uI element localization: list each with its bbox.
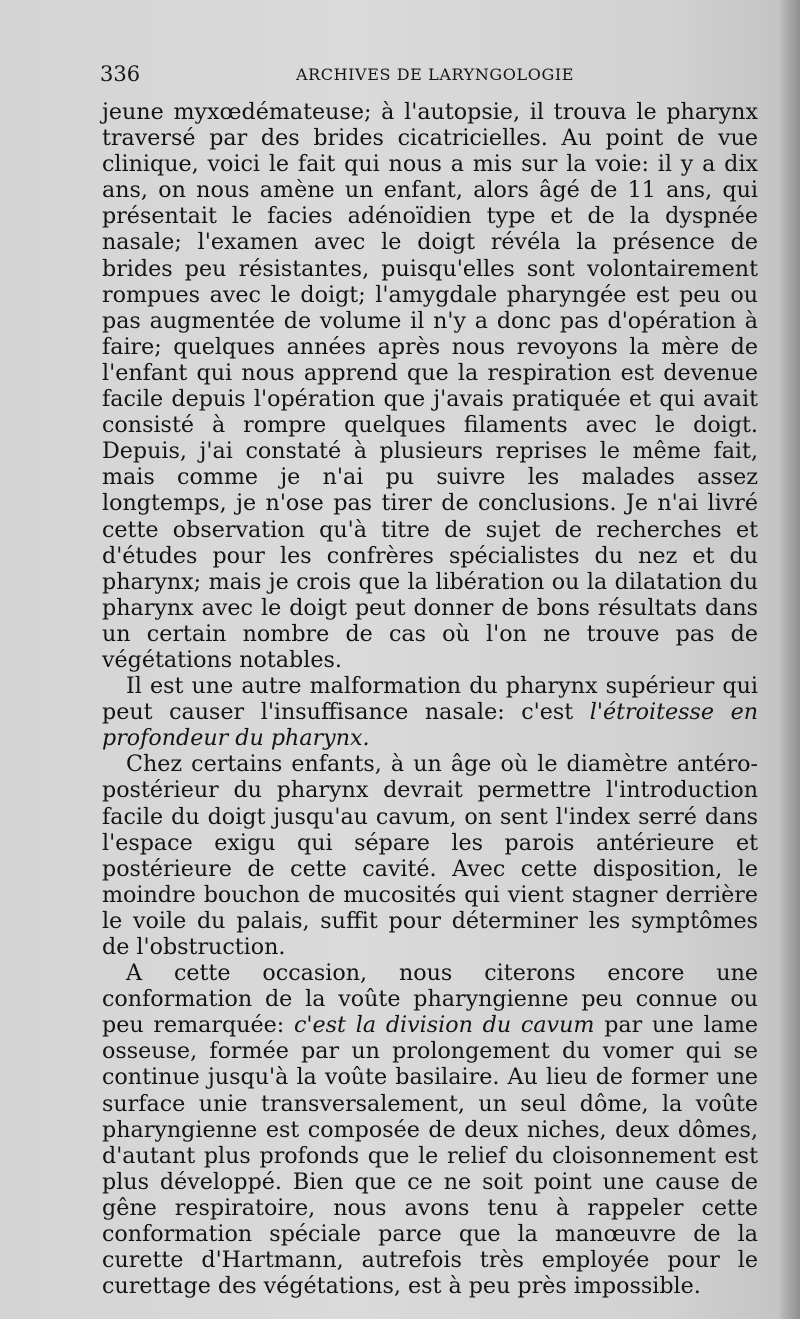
page-number: 336 [100, 62, 141, 86]
paragraph-4: A cette occasion, nous citerons encore une conformation de la voûte pharyngienne peu connue ou peu remarquée: c'est la division du cavum par une lame osseuse, formée par un prolongement du vomer qui se continue jusqu'à la voûte basilaire. Au lieu de former une surface unie transversalement, un seul dôme, la voûte pharyngienne est composée de deux niches, deux dômes, d'autant plus profonds que le relief du cloisonnement est plus développé. Bien que ce ne soit point une cause de gêne respiratoire, nous avons tenu à rappeler cette conformation spéciale parce que la manœuvre de la curette d'Hartmann, autrefois très employée pour le curettage des végétations, est à peu près impossible. [102, 960, 758, 1300]
emphasis-division-cavum: c'est la division du cavum [294, 1012, 595, 1039]
running-head: ARCHIVES DE LARYNGOLOGIE [295, 65, 575, 84]
page-header [100, 62, 760, 88]
page-edge-shadow [780, 0, 800, 1319]
paragraph-1: jeune myxœdémateuse; à l'autopsie, il trouva le pharynx traversé par des brides cicatricielles. Au point de vue clinique, voici le fait qui nous a mis sur la voie: il y a dix ans, on nous amène un enfant, alors âgé de 11 ans, qui présentait le facies adénoïdien type et de la dyspnée nasale; l'examen avec le doigt révéla la présence de brides peu résistantes, puisqu'elles sont volontairement rompues avec le doigt; l'amygdale pharyngée est peu ou pas augmentée de volume il n'y a donc pas d'opération à faire; quelques années après nous revoyons la mère de l'enfant qui nous apprend que la respiration est devenue facile depuis l'opération que j'avais pratiquée et qui avait consisté à rompre quelques filaments avec le doigt. Depuis, j'ai constaté à plusieurs reprises le même fait, mais comme je n'ai pu suivre les malades assez longtemps, je n'ose pas tirer de conclusions. Je n'ai livré cette observation qu'à titre de sujet de recherches et d'études pour les confrères spécialistes du nez et du pharynx; mais je crois que la libération ou la dilatation du pharynx avec le doigt peut donner de bons résultats dans un certain nombre de cas où l'on ne trouve pas de végétations notables. [102, 99, 758, 673]
paragraph-2: Il est une autre malformation du pharynx supérieur qui peut causer l'insuffisance nasale: c'est l'étroitesse en profondeur du pharynx. [102, 673, 758, 752]
paragraph-3: Chez certains enfants, à un âge où le diamètre antéro-postérieur du pharynx devrait permettre l'introduction facile du doigt jusqu'au cavum, on sent l'index serré dans l'espace exigu qui sépare les parois antérieure et postérieure de cette cavité. Avec cette disposition, le moindre bouchon de mucosités qui vient stagner derrière le voile du palais, suffit pour déterminer les symptômes de l'obstruction. [102, 751, 758, 960]
body-text [102, 99, 758, 1299]
emphasis-etroitesse: l'étroitesse en profondeur du pharynx. [102, 699, 758, 752]
